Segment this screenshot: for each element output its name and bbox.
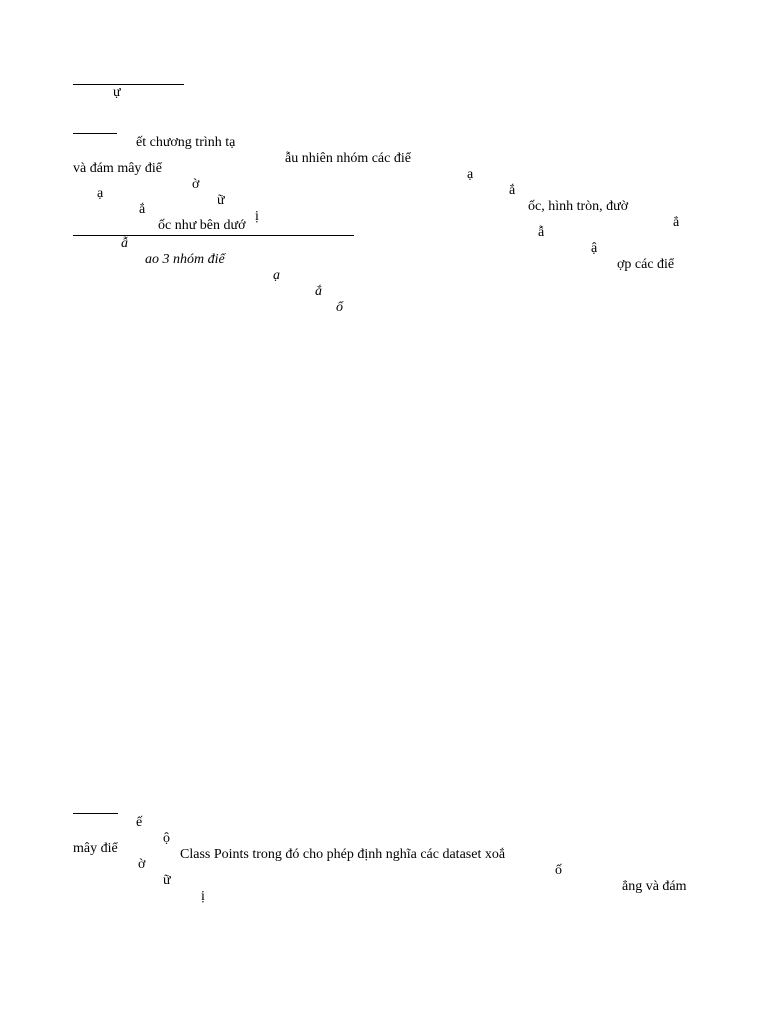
- p2l1-frag-1: ộ: [163, 831, 170, 846]
- p1l2-frag-5: ậ: [591, 241, 598, 256]
- p2l2-frag-1: ờ: [138, 857, 146, 872]
- p1l1-frag-4: ốc, hình tròn, đườ: [528, 199, 629, 214]
- figure-caption: [0, 220, 768, 332]
- p2l2-frag-3: ị: [201, 889, 205, 904]
- p1l3-frag-1: ắ: [139, 202, 146, 217]
- p1l3-frag-2: ốc như bên dướ: [158, 218, 246, 233]
- p1l1-frag-1: ẫu nhiên nhóm các điể: [285, 151, 411, 166]
- p2l2-frag-0: mây điể: [73, 841, 118, 856]
- p1l1-frag-3: ắ: [509, 183, 516, 198]
- caption-frag-1: ao 3 nhóm điể: [145, 252, 225, 267]
- paragraph2-line2: [0, 825, 768, 921]
- p1l2-frag-6: ợp các điể: [617, 257, 675, 272]
- p1l2-frag-4: ẫ: [538, 225, 545, 240]
- p2l1-frag-3: ố: [555, 863, 562, 878]
- p2l1-frag-2: Class Points trong đó cho phép định nghĩa các dataset xoắ: [180, 847, 506, 862]
- caption-frag-4: ổ: [336, 300, 343, 315]
- p1l2-frag-1: ờ: [192, 177, 200, 192]
- p1l2-frag-0: và đám mây điể: [73, 161, 163, 176]
- caption-frag-0: ẫ: [121, 236, 128, 251]
- heading: [73, 69, 121, 117]
- p1l1-frag-2: ạ: [467, 167, 474, 182]
- heading-fragment: ự: [113, 85, 121, 100]
- p1l2-frag-2: ữ: [217, 193, 225, 208]
- p2l1-frag-0: ế: [136, 815, 143, 830]
- p1l3-frag-0: ạ: [97, 186, 104, 201]
- caption-frag-3: ắ: [315, 284, 322, 299]
- p1l1-frag-0: ết chương trình tạ: [136, 135, 236, 150]
- p1l2-frag-3: ị: [255, 209, 259, 224]
- p1l1-frag-5: ẳ: [673, 215, 680, 230]
- caption-frag-2: ạ: [273, 268, 280, 283]
- heading-underline: [73, 84, 184, 85]
- p2l2-frag-2: ữ: [163, 873, 171, 888]
- p2l1-frag-4: ẳng và đám: [622, 879, 687, 894]
